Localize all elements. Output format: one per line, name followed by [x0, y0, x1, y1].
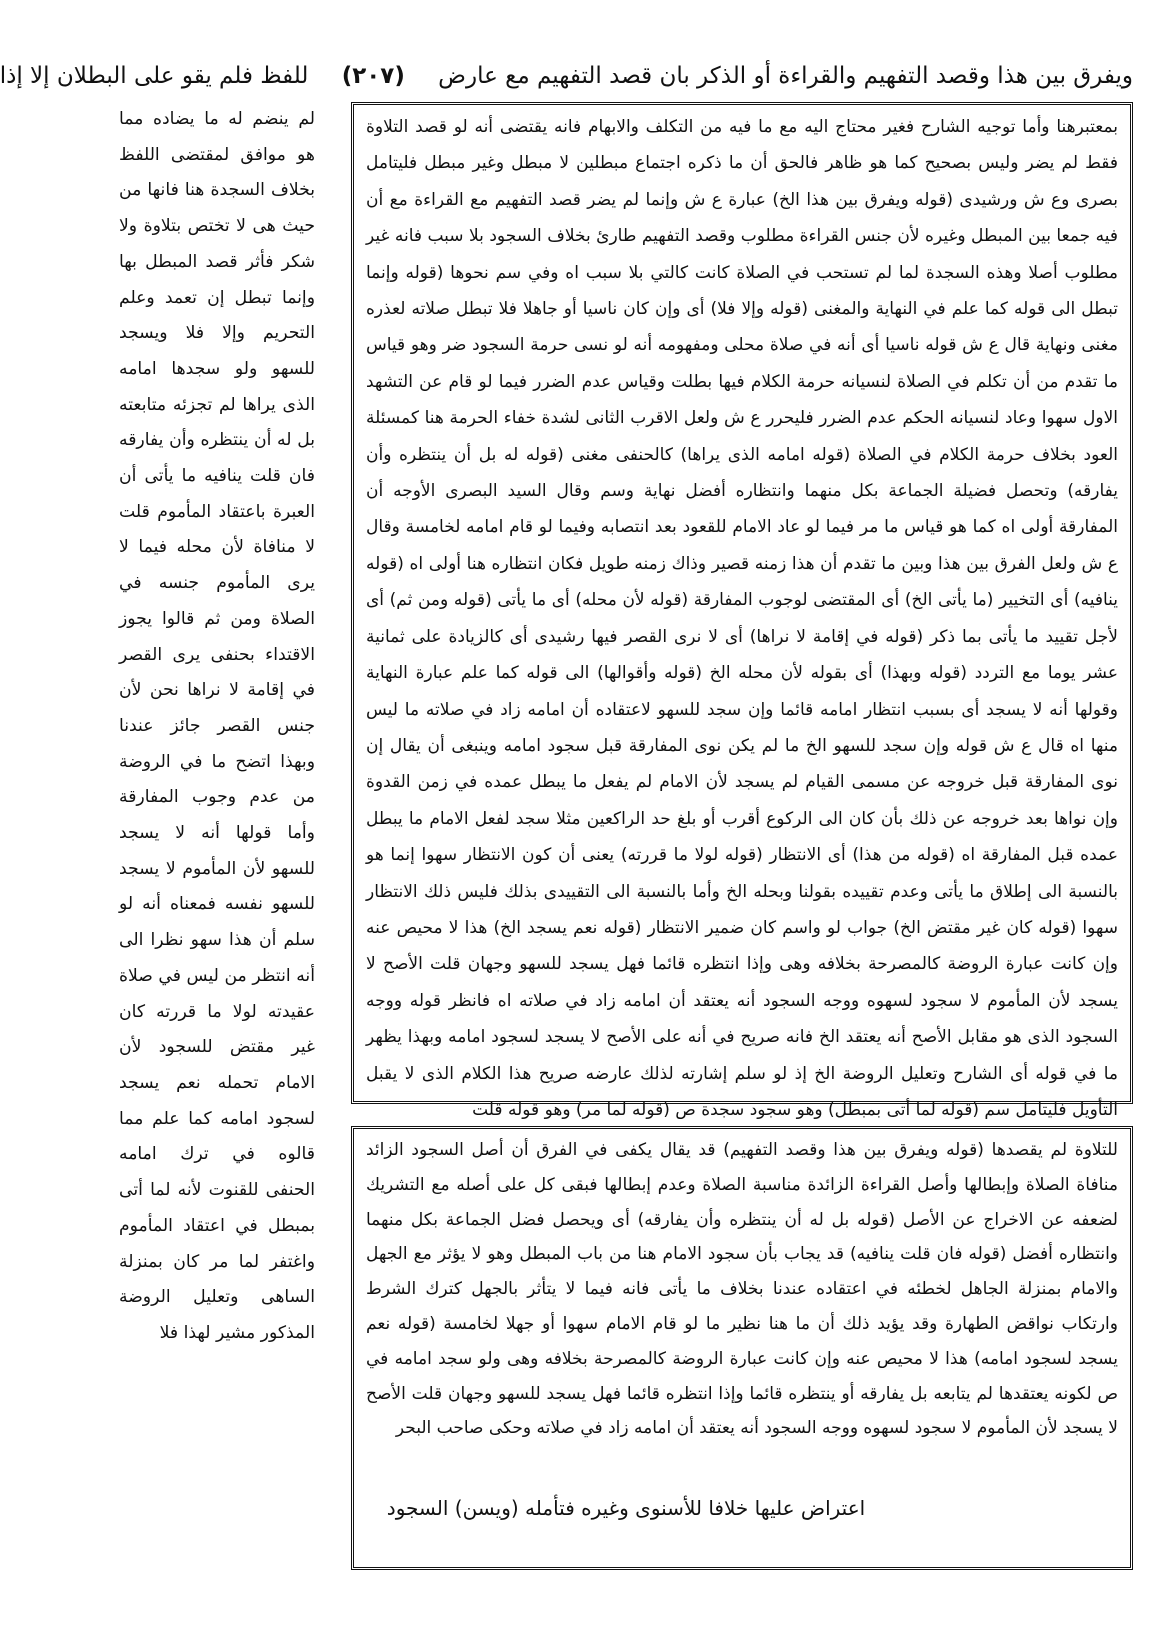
commentary-upper-text: بمعتبرهنا وأما توجيه الشارح فغير محتاج اليه مع ما فيه من التكلف والابهام فانه يقتضى أنه لو قصد التلاوة فقط لم يضر وليس بصحيح كما هو ظاهر فالحق أن ما ذكره اجتماع مبطلين لا مبطل وغير مبطل فليتامل بصرى وع ش ورشيدى (قوله ويفرق بين هذا الخ) عبارة ع ش وإنما لم يضر قصد التفهيم مع القراءة مع أن فيه جمعا بين المبطل وغيره لأن جنس القراءة مطلوب وقصد التفهيم طارئ بخلاف السجود بلا سبب فانه غير مطلوب أصلا وهذه السجدة لما لم تستحب في الصلاة كانت كالتي بلا سبب اه وفي سم نحوها (قوله وإنما تبطل الى قوله كما علم في النهاية والمغنى (قوله وإلا فلا) أى وإن كان ناسيا أو جاهلا فلا تبطل صلاته لعذره مغنى ونهاية قال ع ش قوله ناسيا أى أنه في صلاة محلى ومفهومه أنه لو نسى حرمة السجود ضر وهو قياس ما تقدم من أن تكلم في الصلاة لنسيانه حرمة الكلام فيها بطلت وقياس عدم الضرر فيما لو قام عن التشهد الاول سهوا وعاد لنسيانه الحكم عدم الضرر فليحرر ع ش ولعل الاقرب الثانى لشدة خفاء الحرمة هنا كمسئلة العود بخلاف حرمة الكلام في الصلاة (قوله امامه الذى يراها) كالحنفى مغنى (قوله له بل أن ينتظره وأن يفارقه) وتحصل فضيلة الجماعة بكل منهما وانتظاره أفضل نهاية وسم وقال السيد البصرى الأوجه أن المفارقة أولى اه كما هو قياس ما مر فيما لو عاد الامام للقعود بعد انتصابه وفيما لو قام امامه لخامسة وقال ع ش ولعل الفرق بين هذا وبين ما تقدم أن هذا زمنه قصير وذاك زمنه طويل فكان انتظاره هنا أولى اه (قوله ينافيه) أى التخيير (ما يأتى الخ) أى المقتضى لوجوب المفارقة (قوله لأن محله) أى ما يأتى (قوله ومن ثم) أى لأجل تقييد ما يأتى بما ذكر (قوله في إقامة لا نراها) أى لا نرى القصر فيها رشيدى أى كالزيادة على ثمانية عشر يوما مع التردد (قوله وبهذا) أى بقوله لأن محله الخ (قوله وأقوالها) الى قوله كما علم عبارة النهاية وقولها أنه لا يسجد أى بسبب انتظار امامه قائما وإن سجد للسهو لاعتقاده أن امامه زاد في صلاته ما ليس منها اه قال ع ش قوله وإن سجد للسهو الخ ما لم يكن نوى المفارقة قبل سجود امامه وينبغى أن يقال إن نوى المفارقة قبل خروجه عن مسمى القيام لم يسجد لأن الامام لم يفعل ما يبطل عمده في زمن القدوة وإن نواها بعد خروجه عن ذلك بأن كان الى الركوع أقرب أو بلغ حد الراكعين مثلا سجد لفعل الامام ما يبطل عمده قبل المفارقة اه (قوله من هذا) أى الانتظار (قوله لولا ما قررته) يعنى أن كون الانتظار سهوا إنما هو بالنسبة الى إطلاق ما يأتى وعدم تقييده بقولنا وبحله الخ وأما بالنسبة الى التقييدى بذلك فليس ذلك الانتظار سهوا (قوله كان غير مقتض الخ) جواب لو واسم كان ضمير الانتظار (قوله نعم يسجد الخ) هذا لا محيص عنه وإن كانت عبارة الروضة كالمصرحة بخلافه وهى وإذا انتظره قائما فهل يسجد للسهو وجهان قلت الأصح لا يسجد لأن المأموم لا سجود لسهوه ووجه السجود أنه يعتقد أن امامه زاد في صلاته اه فانظر قوله ووجه السجود الذى هو مقابل الأصح أنه يعتقد الخ فانه صريح في أنه على الأصح لا يسجد لسجود امامه وبهذا يظهر ما في قوله أى الشارح وتعليل الروضة الخ إذ لو سلم إشارته لذلك عارضه صريح هذا الكلام الذى لا يقبل التأويل فليتامل سم (قوله لما أتى بمبطل) وهو سجود سجدة ص (قوله لما مر) وهو قوله قلت: [366, 117, 1118, 1120]
matn-column: [119, 102, 315, 1482]
commentary-box-upper: [351, 102, 1133, 1120]
commentary-column: [351, 102, 1133, 1645]
page-footer: اعتراض عليها خلافا للأسنوى وغيره فتأمله (ويسن) السجود: [386, 1496, 866, 1520]
header-left-text: للفظ فلم يقو على البطلان إلا إذا: [0, 63, 309, 89]
header-right-text: ويفرق بين هذا وقصد التفهيم والقراءة أو الذكر بان قصد التفهيم مع عارض: [438, 63, 1133, 89]
page-number: (۲۰۷): [341, 63, 405, 89]
matn-text: لم ينضم له ما يضاده مما هو موافق لمقتضى اللفظ بخلاف السجدة هنا فانها من حيث هى لا تختص بتلاوة ولا شكر فأثر قصد المبطل بها وإنما تبطل إن تعمد وعلم التحريم وإلا فلا ويسجد للسهو ولو سجدها امامه الذى يراها لم تجزئه متابعته بل له أن ينتظره وأن يفارقه فان قلت ينافيه ما يأتى أن العبرة باعتقاد المأموم قلت لا منافاة لأن محله فيما لا يرى المأموم جنسه في الصلاة ومن ثم قالوا يجوز الاقتداء بحنفى يرى القصر في إقامة لا نراها نحن لأن جنس القصر جائز عندنا وبهذا اتضح ما في الروضة من عدم وجوب المفارقة وأما قولها أنه لا يسجد للسهو لأن المأموم لا يسجد للسهو نفسه فمعناه أنه لو سلم أن هذا سهو نظرا الى أنه انتظر من ليس في صلاة عقيدته لولا ما قررته كان غير مقتض للسجود لأن الامام تحمله نعم يسجد لسجود امامه كما علم مما قالوه في ترك امامه الحنفى للقنوت لأنه لما أتى بمبطل في اعتقاد المأموم واغتفر لما مر كان بمنزلة الساهى وتعليل الروضة المذكور مشير لهذا فلا: [119, 109, 315, 1343]
page-header: [0, 52, 1133, 100]
commentary-lower-text: للتلاوة لم يقصدها (قوله ويفرق بين هذا وقصد التفهيم) قد يقال يكفى في الفرق أن أصل السجود الزائد منافاة الصلاة وإبطالها وأصل القراءة الزائدة مناسبة الصلاة وعدم إبطالها فبقى كل على أصله مع التشريك لضعفه عن الاخراج عن الأصل (قوله بل له أن ينتظره وأن يفارقه) أى ويحصل فضل الجماعة بكل منهما وانتظاره أفضل (قوله فان قلت ينافيه) قد يجاب بأن سجود الامام هنا من باب المبطل وهو لا يؤثر مع الجهل والامام بمنزلة الجاهل لخطئه في اعتقاده عندنا بخلاف ما يأتى فانه فيما لا يتأثر بالجهل كترك الشرط وارتكاب نواقض الطهارة وقد يؤيد ذلك أن ما هنا نظير ما لو قام الامام سهوا أو جهلا لخامسة (قوله نعم يسجد لسجود امامه) هذا لا محيص عنه وإن كانت عبارة الروضة كالمصرحة بخلافه وهى ولو سجد امامه في ص لكونه يعتقدها لم يتابعه بل يفارقه أو ينتظره قائما وإذا انتظره قائما فهل يسجد للسهو وجهان قلت الأصح لا يسجد لأن المأموم لا سجود لسهوه ووجه السجود أنه يعتقد أن امامه زاد في صلاته وحكى صاحب البحر: [366, 1140, 1118, 1439]
